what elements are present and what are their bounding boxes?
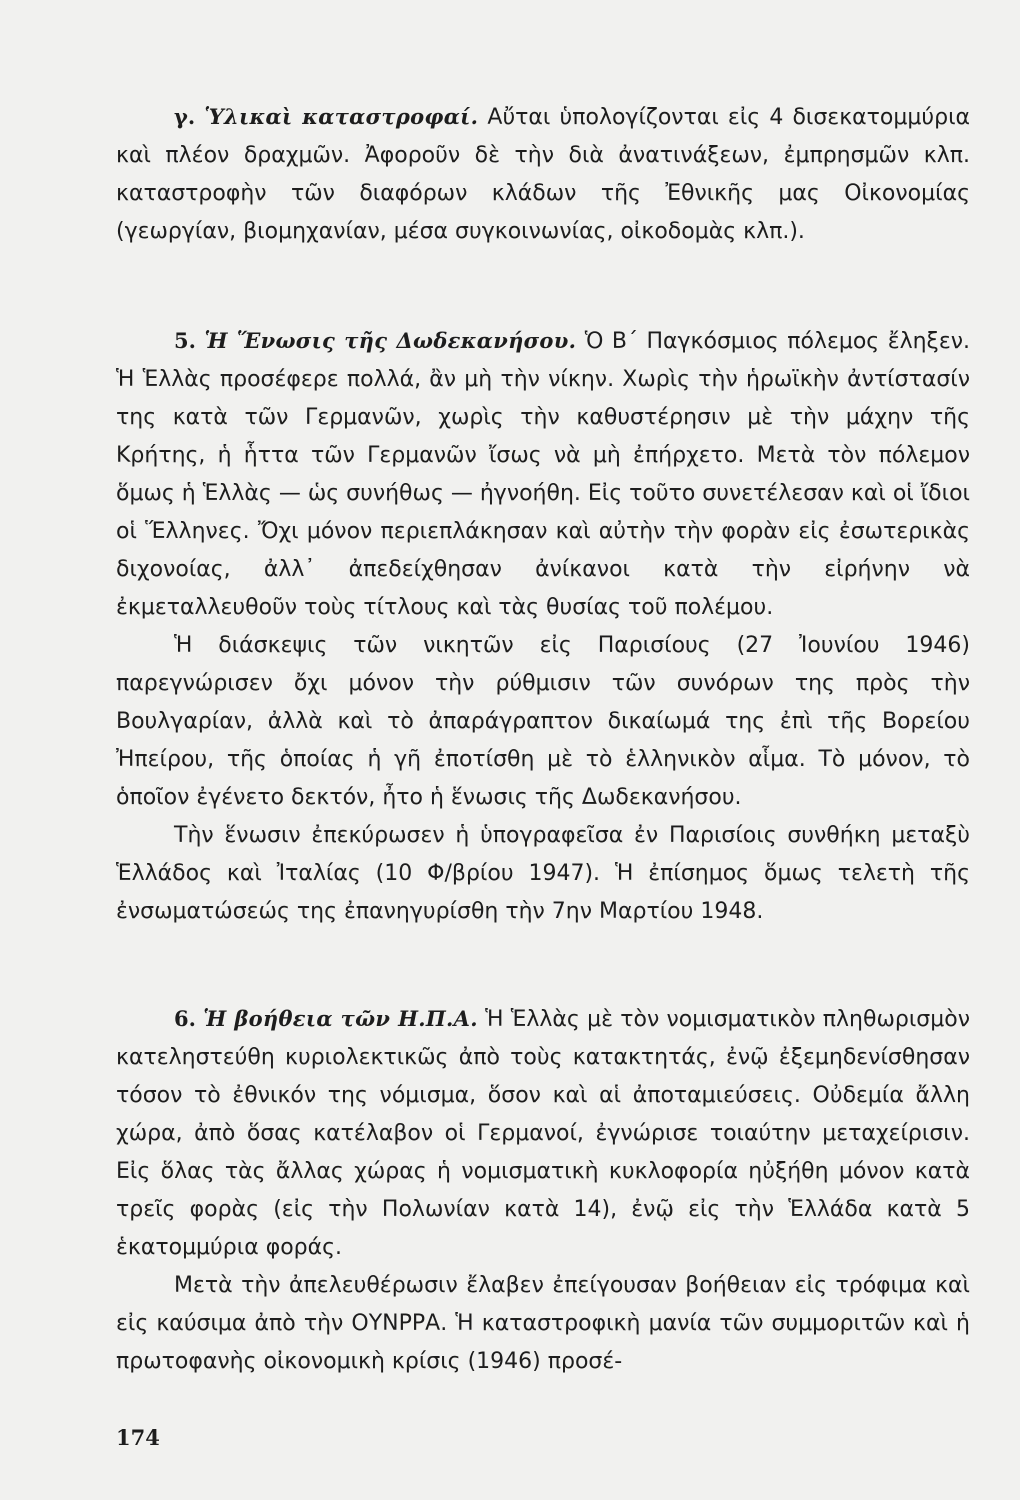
item-c-paragraph <box>116 98 970 251</box>
section-5-paragraph-1 <box>116 322 970 627</box>
section-5-number: 5. <box>174 328 196 353</box>
section-6-paragraph-1 <box>116 1000 970 1267</box>
page-number: 174 <box>116 1425 160 1450</box>
item-c-label: γ. <box>174 104 196 129</box>
item-c-text: Αὔται ὑπολογίζονται εἰς 4 δισεκατομμύρια καὶ πλέον δραχμῶν. Ἀφοροῦν δὲ τὴν διὰ ἀνατινάξεων, ἐμπρησμῶν κλπ. καταστροφὴν τῶν διαφόρων κλάδων τῆς Ἐθνικῆς μας Οἰκονομίας (γεωργίαν, βιομηχανίαν, μέσα συγκοινωνίας, οἰκοδομὰς κλπ.). <box>116 105 971 244</box>
section-5-heading: Ἡ Ἕνωσις τῆς Δωδεκανήσου. <box>204 328 577 353</box>
section-6-text-1: Ἡ Ἑλλὰς μὲ τὸν νομισματικὸν πληθωρισμὸν κατεληστεύθη κυριολεκτικῶς ἀπὸ τοὺς κατακτητάς, ἐνῷ ἐξεμηδενίσθησαν τόσον τὸ ἐθνικόν της νόμισμα, ὅσον καὶ αἱ ἀποταμιεύσεις. Οὐδεμία ἄλλη χώρα, ἀπὸ ὅσας κατέλαβον οἱ Γερμανοί, ἐγνώρισε τοιαύτην μεταχείρισιν. Εἰς ὅλας τὰς ἄλλας χώρας ἡ νομισματικὴ κυκλοφορία ηὐξήθη μόνον κατὰ τρεῖς φορὰς (εἰς τὴν Πολωνίαν κατὰ 14), ἐνῷ εἰς τὴν Ἑλλάδα κατὰ 5 ἑκατομμύρια φοράς. <box>116 1007 970 1260</box>
section-5-paragraph-2: Ἡ διάσκεψις τῶν νικητῶν εἰς Παρισίους (27 Ἰουνίου 1946) παρεγνώρισεν ὄχι μόνον τὴν ρύθμισιν τῶν συνόρων της πρὸς τὴν Βουλγαρίαν, ἀλλὰ καὶ τὸ ἀπαράγραπτον δικαίωμά της ἐπὶ τῆς Βορείου Ἠπείρου, τῆς ὁποίας ἡ γῆ ἐποτίσθη μὲ τὸ ἑλληνικὸν αἷμα. Τὸ μόνον, τὸ ὁποῖον ἐγένετο δεκτόν, ἦτο ἡ ἕνωσις τῆς Δωδεκανήσου. <box>116 633 970 810</box>
item-c-block <box>116 98 970 251</box>
section-6-block <box>116 1000 970 1381</box>
section-5-block <box>116 322 970 931</box>
section-5-text-1: Ὁ Β΄ Παγκόσμιος πόλεμος ἔληξεν. Ἡ Ἑλλὰς προσέφερε πολλά, ἂν μὴ τὴν νίκην. Χωρὶς τὴν ἡρωϊκὴν ἀντίστασίν της κατὰ τῶν Γερμανῶν, χωρὶς τὴν καθυστέρησιν μὲ τὴν μάχην τῆς Κρήτης, ἡ ἧττα τῶν Γερμανῶν ἴσως νὰ μὴ ἐπήρχετο. Μετὰ τὸν πόλεμον ὅμως ἡ Ἑλλὰς — ὡς συνήθως — ἠγνοήθη. Εἰς τοῦτο συνετέλεσαν καὶ οἱ ἴδιοι οἱ Ἕλληνες. Ὄχι μόνον περιεπλάκησαν καὶ αὐτὴν τὴν φορὰν εἰς ἐσωτερικὰς διχονοίας, ἀλλ᾽ ἀπεδείχθησαν ἀνίκανοι κατὰ τὴν εἰρήνην νὰ ἐκμεταλλευθοῦν τοὺς τίτλους καὶ τὰς θυσίας τοῦ πολέμου. <box>116 329 970 620</box>
section-6-heading: Ἡ βοήθεια τῶν Η.Π.Α. <box>203 1006 478 1031</box>
section-6-paragraph-2: Μετὰ τὴν ἀπελευθέρωσιν ἔλαβεν ἐπείγουσαν βοήθειαν εἰς τρόφιμα καὶ εἰς καύσιμα ἀπὸ τὴν ΟΥΝΡΡΑ. Ἡ καταστροφικὴ μανία τῶν συμμοριτῶν καὶ ἡ πρωτοφανὴς οἰκονομικὴ κρίσις (1946) προσέ- <box>116 1273 970 1374</box>
section-6-number: 6. <box>174 1006 196 1031</box>
section-5-paragraph-3: Τὴν ἕνωσιν ἐπεκύρωσεν ἡ ὑπογραφεῖσα ἐν Παρισίοις συνθήκη μεταξὺ Ἑλλάδος καὶ Ἰταλίας (10 Φ/βρίου 1947). Ἡ ἐπίσημος ὅμως τελετὴ τῆς ἐνσωματώσεώς της ἐπανηγυρίσθη τὴν 7ην Μαρτίου 1948. <box>116 823 970 924</box>
item-c-heading: Ὑλικαὶ καταστροφαί. <box>204 104 479 129</box>
